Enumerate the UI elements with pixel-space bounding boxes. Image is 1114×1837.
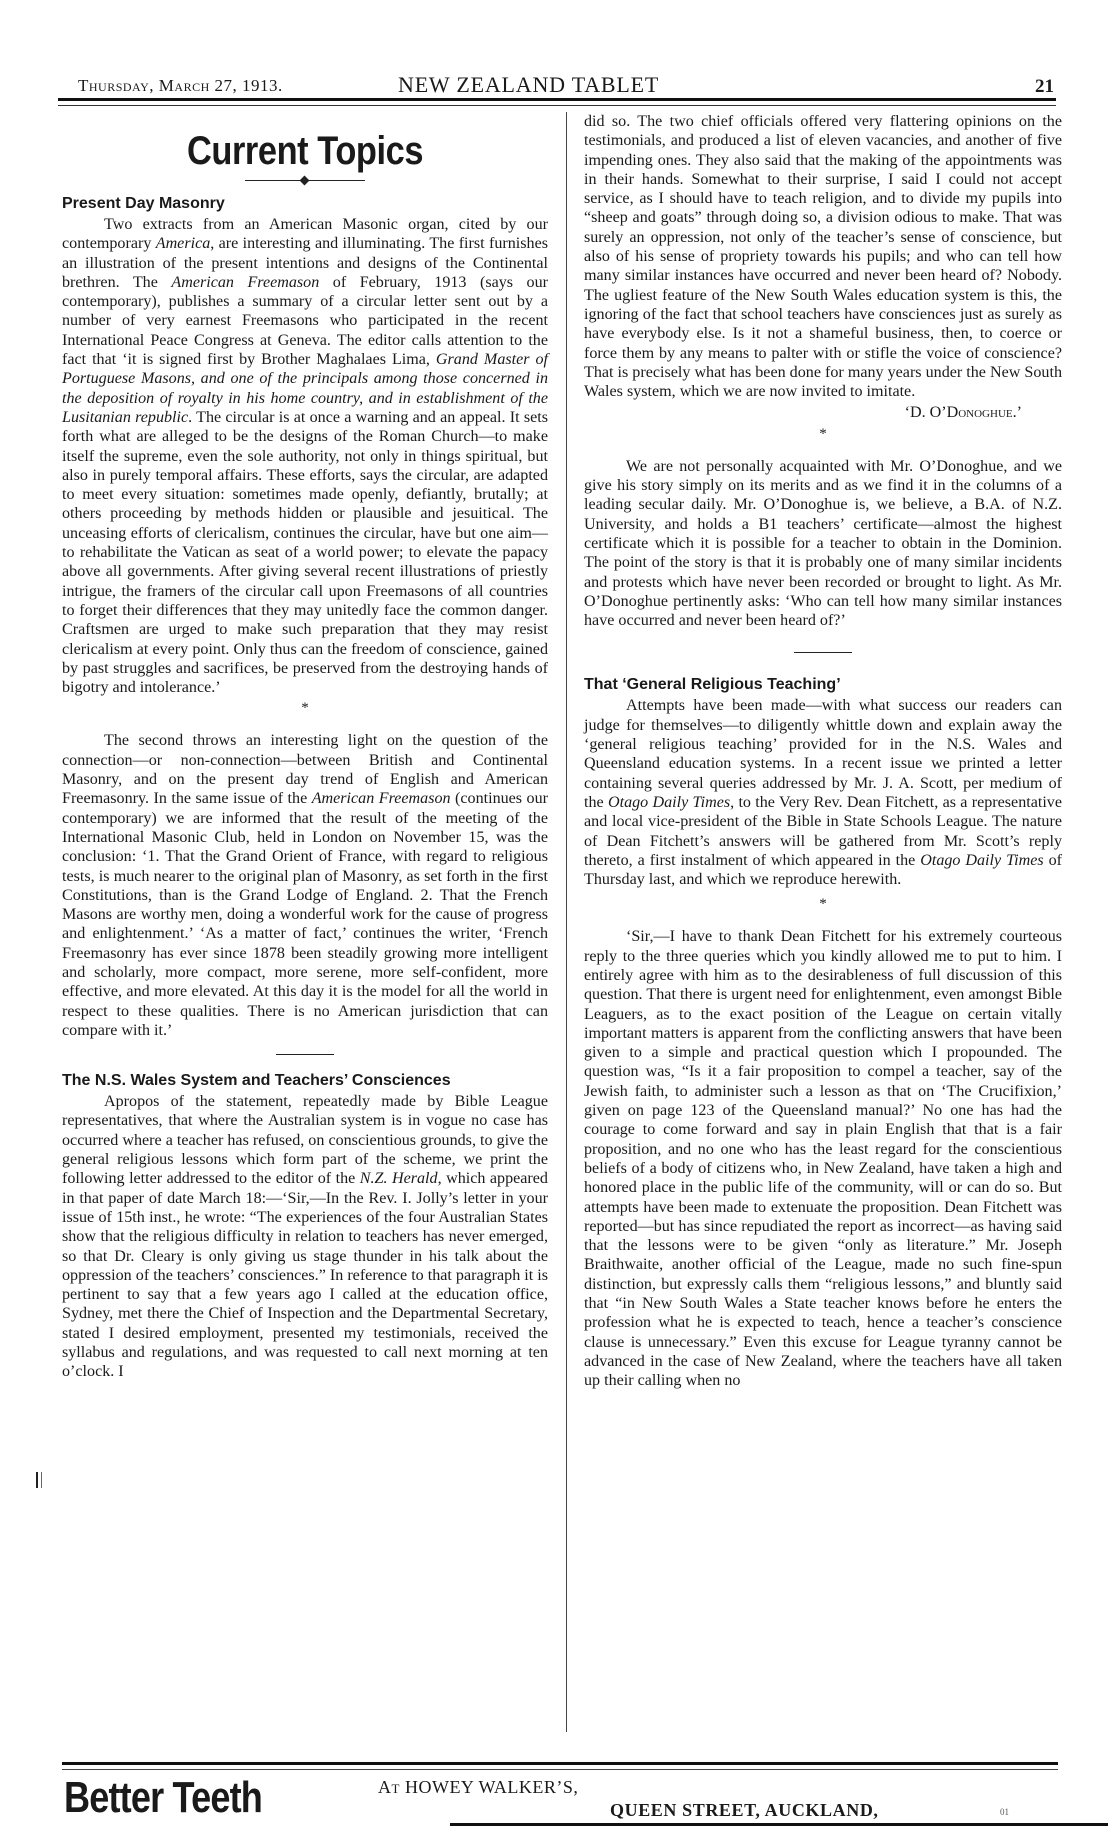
publication-title: NEW ZEALAND TABLET (398, 72, 660, 97)
advert-line-1: At HOWEY WALKER’S, (378, 1777, 579, 1797)
section-title: Current Topics (186, 129, 424, 173)
article-divider (794, 652, 852, 653)
article-title-nsw: The N.S. Wales System and Teachers’ Consciences (62, 1072, 451, 1090)
issue-date: Thursday, March 27, 1913. (78, 76, 283, 95)
article-title-masonry: Present Day Masonry (62, 195, 225, 212)
header-rule-thick (58, 98, 1056, 101)
article-paragraph: Apropos of the statement, repeatedly made by Bible League representatives, that where the Australian system is in vogue no case has occurred where a teacher has refused, on conscientious grounds, to give the general religious lessons which form part of the scheme, we print the following letter addressed to the editor of the N.Z. Herald, which appeared in that paper of date March 18:—‘Sir,—In the Rev. I. Jolly’s letter in your issue of 15th inst., he wrote: “The experiences of the four Australian States show that the religious difficulty in relation to teachers has never emerged, so that Dr. Cleary is only giving us stage thunder in his talk about the oppression of the teachers’ consciences.” In reference to that paragraph it is pertinent to say that a few years ago I called at the education office, Sydney, met there the Chief of Inspection and the Departmental Secretary, stated I desired employment, presented my testimonials, received the syllabus and regulations, and was requested to call next morning at ten o’clock. I (62, 1093, 548, 1381)
asterisk-separator-icon: * (301, 700, 309, 717)
article-divider (276, 1054, 334, 1055)
article-paragraph: Attempts have been made—with what success our readers can judge for themselves—to diligently whittle down and explain away the ‘general religious teaching’ provided for in the N.S. Wales and Queensland education systems. In a recent issue we printed a letter containing several queries addressed by Mr. J. A. Scott, per medium of the Otago Daily Times, to the Very Rev. Dean Fitchett, as a representative and local vice-president of the Bible in State Schools League. The nature of Dean Fitchett’s answers will be gathered from Mr. Scott’s reply thereto, a first instalment of which appeared in the Otago Daily Times of Thursday last, and which we reproduce herewith. (584, 697, 1062, 889)
advert-line-2: QUEEN STREET, AUCKLAND, (610, 1800, 879, 1820)
article-paragraph-continued: did so. The two chief officials offered very flattering opinions on the testimonials, and produced a list of eleven vacancies, and another of five impending ones. They also said that the making of the appointments was in their hands. Somewhat to their surprise, I said I could not accept service, as I should have to teach religion, and to divide my pupils into “sheep and goats” through doing so, a division odious to make. That was surely an oppression, not only of the teacher’s sense of conscience, but also of his sense of propriety towards his pupils; and who can tell how many similar instances have occurred and never been heard of? Nobody. The ugliest feature of the New South Wales education system is this, the ignoring of the fact that school teachers have consciences just as surely as have everybody else. Is it not a shameful business, then, to coerce or force them by any means to palter with or stifle the voice of conscience? That is precisely what has been done for many years under the New South Wales system, which we are now invited to imitate. (584, 113, 1062, 401)
left-column (62, 112, 548, 1382)
advert-code: 01 (1000, 1807, 1009, 1817)
running-header (58, 70, 1058, 100)
article-paragraph: We are not personally acquainted with Mr. O’Donoghue, and we give his story simply on its merits and as we find it in the columns of a leading secular daily. Mr. O’Donoghue is, we believe, a B.A. of N.Z. University, and holds a B1 teachers’ certificate—almost the highest certificate which it is possible for a teacher to obtain in the Dominion. The point of the story is that it is probably one of many similar incidents and protests which have never been recorded or brought to light. As Mr. O’Donoghue pertinently asks: ‘Who can tell how many similar instances have occurred and never been heard of?’ (584, 457, 1062, 630)
header-rule-thin (58, 105, 1056, 106)
advert-bottom-rule (450, 1823, 1108, 1826)
footer-rule-thin (62, 1769, 1058, 1770)
footer-rule-thick (62, 1762, 1058, 1765)
article-paragraph: ‘Sir,—I have to thank Dean Fitchett for his extremely courteous reply to the three queries which you kindly allowed me to put to him. I entirely agree with him as to the desirableness of full discussion of this question. That there is urgent need for enlightenment, even amongst Bible Leaguers, as to the exact position of the League on certain vitally important matters is apparent from the conflicting answers that have been given to a simple and practical question which I propounded. The question was, “Is it a fair proposition to compel a teacher, say of the Jewish faith, to administer such a lesson as that on ‘The Crucifixion,’ given on page 123 of the Queensland manual?’ No one has had the courage to come forward and say in plain English that that is a fair proposition, and no one who has the least regard for the conscientious beliefs of a body of citizens who, in New Zealand, have taken a high and honored place in the public life of the community, will or can do so. But attempts have been made to extenuate the proposition. Dean Fitchett was reported—but has since repudiated the report as incorrect—as having said that the lessons were to be given “only as literature.” Mr. Joseph Braithwaite, another official of the League, made no such fine-spun distinction, but expressly calls them “religious lessons,” and bluntly said that “in New South Wales a State teacher knows before he enters the profession what he is expected to teach, hence a teacher’s conscience clause is unnecessary.” Even this excuse for League tyranny cannot be advanced in the case of New Zealand, where the teachers have all taken up their calling when no (584, 928, 1062, 1390)
advert-brand: Better Teeth (64, 1773, 262, 1822)
article-paragraph: Two extracts from an American Masonic organ, cited by our contemporary America, are interesting and illuminating. The first furnishes an illustration of the present intentions and designs of the Continental brethren. The American Freemason of February, 1913 (says our contemporary), publishes a summary of a circular letter sent out by a number of very earnest Freemasons who participated in the recent International Peace Congress at Geneva. The editor calls attention to the fact that ‘it is signed first by Brother Maghalaes Lima, Grand Master of Portuguese Masons, and one of the principals among those concerned in the deposition of royalty in his home country, and in establishment of the Lusitanian republic. The circular is at once a warning and an appeal. It sets forth what are alleged to be the designs of the Roman Church—to make itself the supreme, even the sole authority, not only in things spiritual, but also in purely temporal affairs. These efforts, says the circular, are adapted to meet every situation: sometimes made openly, defiantly, brutally; at others proceeding by methods hidden or plausible and jesuitical. The unceasing efforts of clericalism, continues the circular, have but one aim—to rehabilitate the Vatican as seat of a world power; to elevate the papacy above all governments. After giving several recent illustrations of priestly intrigue, the framers of the circular call upon Freemasons of all countries to forget their differences that they may unitedly face the common danger. Craftsmen are urged to make such preparation that they may resist clericalism at every point. Only thus can the freedom of conscience, gained by past struggles and sacrifices, be preserved from the destroying hands of bigotry and intolerance.’ (62, 216, 549, 697)
right-column (584, 112, 1062, 1391)
page-number: 21 (1035, 76, 1054, 97)
article-paragraph: The second throws an interesting light on the question of the connection—or non-connection—between British and Continental Masonry, and on the present day trend of English and American Freemasonry. In the same issue of the American Freemason (continues our contemporary) we are informed that the result of the meeting of the International Masonic Club, held in London on November 15, was the conclusion: ‘1. That the Grand Orient of France, with regard to religious tests, is much nearer to the original plan of Masonry, as set forth in the first Constitutions, than is the Grand Lodge of England. 2. That the French Masons are worthy men, doing a wonderful work for the cause of progress and enlightenment.’ ‘As a matter of fact,’ continues the writer, ‘French Freemasonry has ever since 1878 been steadily growing more intelligent and scholarly, more compact, more serene, more self-confident, more effective, and more elevated. At this day it is the model for all the world in respect to these qualities. There is no American jurisdiction that can compare with it.’ (62, 732, 548, 1039)
asterisk-separator-icon: * (819, 425, 827, 442)
article-title-religious-teaching: That ‘General Religious Teaching’ (584, 676, 841, 694)
column-divider (566, 112, 567, 1732)
margin-bracket-mark (36, 1472, 42, 1488)
ornament-divider-icon (245, 176, 365, 186)
asterisk-separator-icon: * (819, 896, 827, 913)
letter-signature: ‘D. O’Donoghue.’ (904, 404, 1022, 422)
